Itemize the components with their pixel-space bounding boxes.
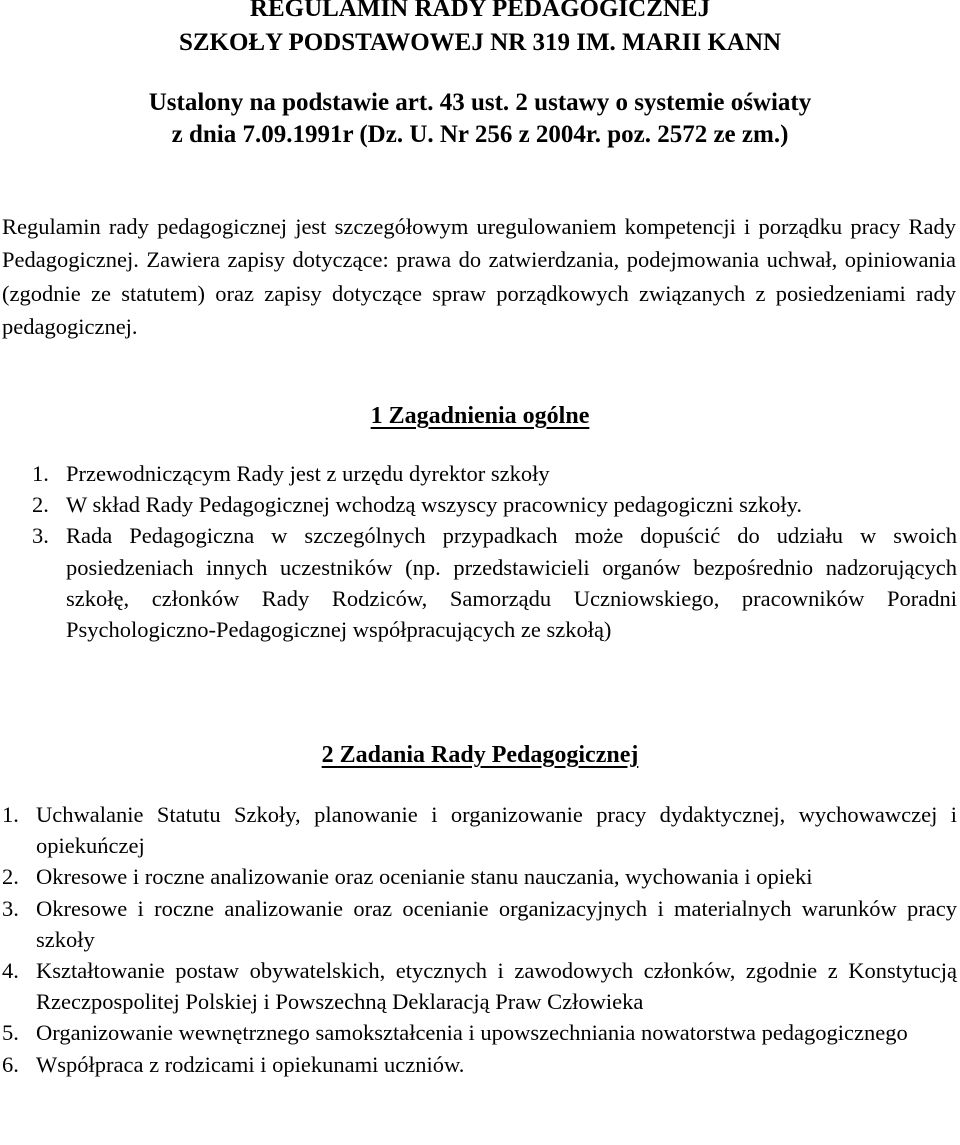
list-item-number: 6. — [2, 1051, 19, 1077]
council-tasks-list — [2, 799, 957, 1080]
section-heading-tasks-text: 2 Zadania Rady Pedagogicznej — [321, 742, 639, 768]
list-item-number: 2. — [32, 492, 49, 518]
legal-basis-line-1: Ustalony na podstawie art. 43 ust. 2 ustawy o systemie oświaty — [148, 89, 812, 116]
list-item — [32, 489, 957, 520]
list-item — [32, 520, 957, 645]
list-item — [32, 458, 957, 489]
list-item-number: 5. — [2, 1020, 19, 1046]
list-item-number: 1. — [2, 802, 19, 827]
list-item — [2, 893, 957, 955]
section-heading-general — [0, 401, 960, 431]
list-item-text: Okresowe i roczne analizowanie oraz ocenianie organizacyjnych i materialnych warunków pracy szkoły — [36, 895, 957, 952]
list-item — [2, 799, 957, 861]
list-item-number: 2. — [2, 864, 19, 890]
list-item — [2, 861, 957, 892]
list-item-text: Współpraca z rodzicami i opiekunami uczniów. — [36, 1051, 465, 1077]
list-item — [2, 1049, 957, 1080]
list-item-number: 3. — [2, 895, 19, 921]
list-item-text: Przewodniczącym Rady jest z urzędu dyrektor szkoły — [66, 461, 550, 486]
list-item — [2, 955, 957, 1017]
legal-basis-line-2: z dnia 7.09.1991r (Dz. U. Nr 256 z 2004r. poz. 2572 ze zm.) — [171, 121, 789, 148]
list-item-text: W skład Rady Pedagogicznej wchodzą wszyscy pracownicy pedagogiczni szkoły. — [66, 492, 803, 518]
general-provisions-list — [32, 458, 957, 645]
list-item-text: Organizowanie wewnętrznego samokształcenia i upowszechniania nowatorstwa pedagogicznego — [36, 1020, 908, 1046]
list-item-number: 4. — [2, 958, 19, 984]
section-heading-general-text: 1 Zagadnienia ogólne — [370, 403, 590, 429]
list-item-text: Okresowe i roczne analizowanie oraz ocenianie stanu nauczania, wychowania i opieki — [36, 864, 813, 890]
list-item — [2, 1017, 957, 1048]
list-item-text: Uchwalanie Statutu Szkoły, planowanie i organizowanie pracy dydaktycznej, wychowawczej i opiekuńczej — [36, 802, 957, 859]
list-item-number: 1. — [32, 461, 49, 486]
list-item-text: Rada Pedagogiczna w szczególnych przypadkach może dopuścić do udziału w swoich posiedzeniach innych uczestników (np. przedstawicieli organów bezpośrednio nadzorujących szkołę, członków Rady Rodziców, Samorządu Uczniowskiego, pracowników Poradni Psychologiczno-Pedagogicznej współpracujących ze szkołą) — [66, 523, 957, 643]
section-heading-tasks — [0, 740, 960, 770]
list-item-text: Kształtowanie postaw obywatelskich, etycznych i zawodowych członków, zgodnie z Konstytucją Rzeczpospolitej Polskiej i Powszechną Deklaracją Praw Człowieka — [36, 958, 957, 1015]
intro-paragraph: Regulamin rady pedagogicznej jest szczegółowym uregulowaniem kompetencji i porządku pracy Rady Pedagogicznej. Zawiera zapisy dotyczące: prawa do zatwierdzania, podejmowania uchwał, opiniowania (zgodnie ze statutem) oraz zapisy dotyczące spraw porządkowych związanych z posiedzeniami rady pedagogicznej. — [2, 214, 956, 339]
document-title-line-1: REGULAMIN RADY PEDAGOGICZNEJ — [249, 0, 711, 22]
document-title-line-2: SZKOŁY PODSTAWOWEJ NR 319 IM. MARII KANN — [178, 29, 782, 56]
list-item-number: 3. — [32, 523, 49, 549]
